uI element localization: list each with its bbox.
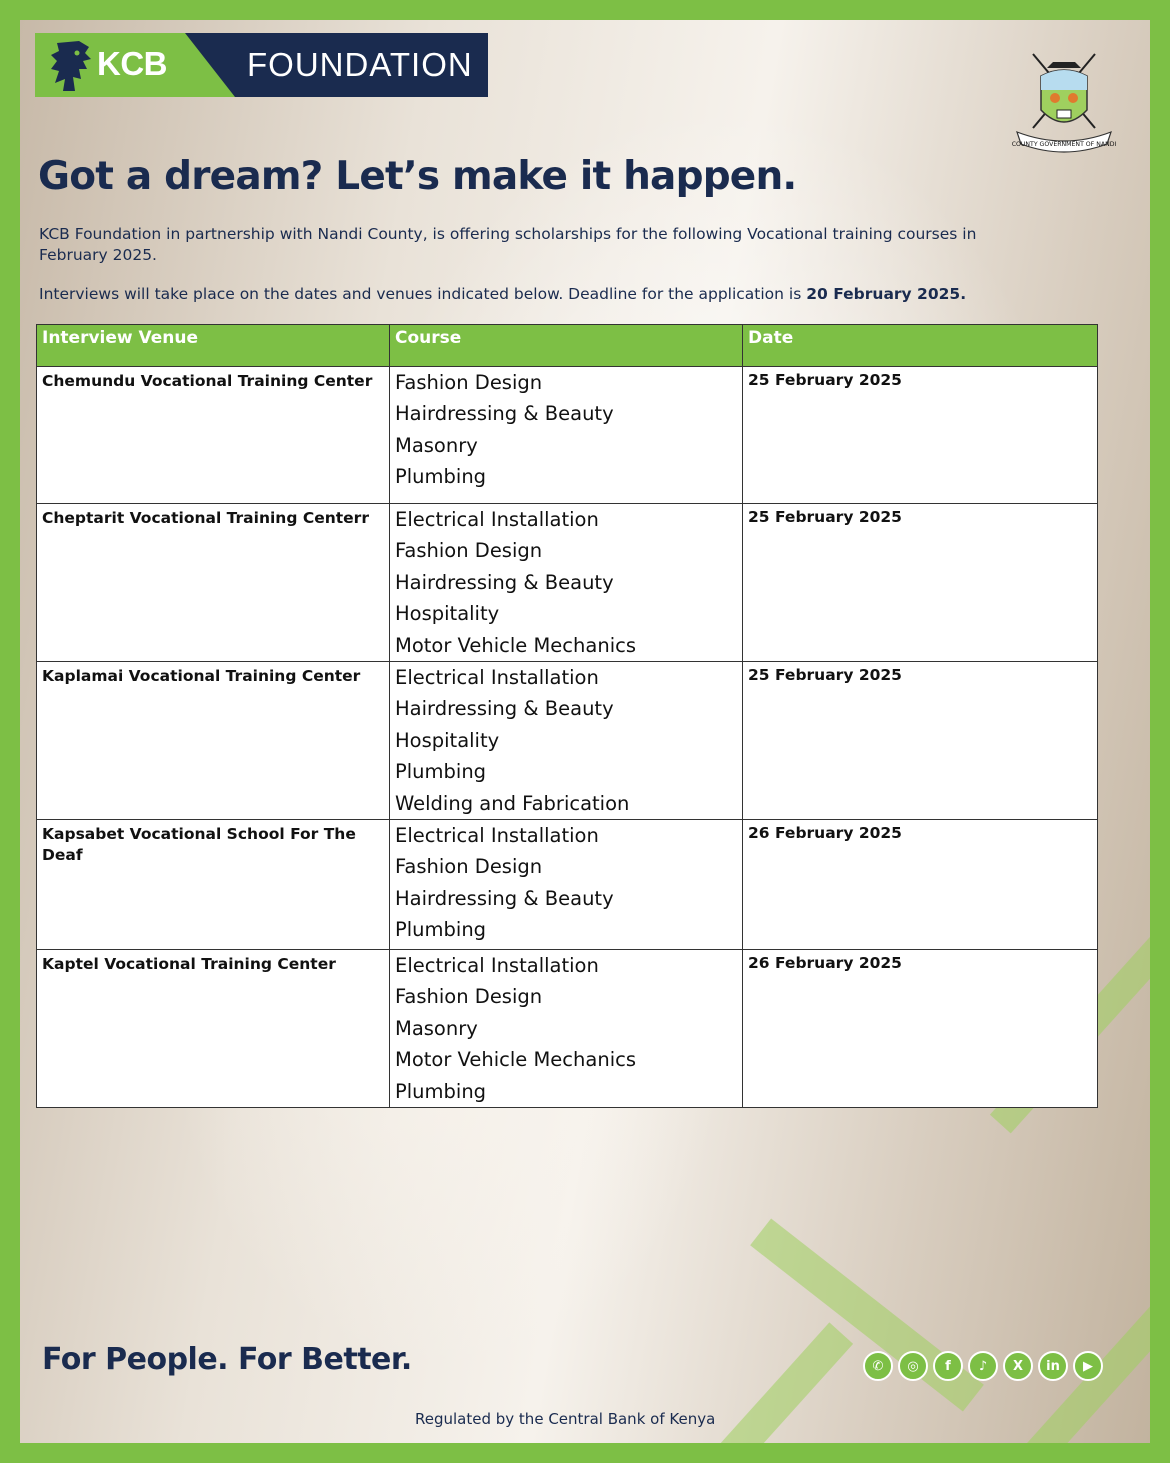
- course-item: Plumbing: [395, 760, 487, 784]
- date-cell: 26 February 2025: [743, 820, 1098, 950]
- venue-cell: Kapsabet Vocational School For The Deaf: [37, 820, 390, 950]
- course-item: Fashion Design: [395, 539, 543, 563]
- crest-caption: COUNTY GOVERNMENT OF NANDI: [1011, 141, 1117, 148]
- course-item: Electrical Installation: [395, 954, 599, 978]
- course-item: Fashion Design: [395, 985, 543, 1009]
- course-item: Electrical Installation: [395, 666, 599, 690]
- course-item: Electrical Installation: [395, 824, 599, 848]
- youtube-icon[interactable]: ▶: [1073, 1351, 1103, 1381]
- course-item: Welding and Fabrication: [395, 791, 630, 815]
- header-course: Course: [390, 325, 743, 367]
- nandi-county-crest: [1005, 50, 1123, 158]
- date-cell: 25 February 2025: [743, 662, 1098, 820]
- kcb-foundation-logo: [35, 33, 488, 97]
- interview-schedule-table: [36, 324, 1098, 1108]
- interview-note: [39, 285, 1099, 303]
- course-item: Plumbing: [395, 1079, 487, 1103]
- course-item: Hospitality: [395, 602, 500, 626]
- regulation-notice: Regulated by the Central Bank of Kenya: [415, 1410, 716, 1428]
- course-item: Masonry: [395, 433, 478, 457]
- course-item: Fashion Design: [395, 371, 543, 394]
- venue-cell: Kaptel Vocational Training Center: [37, 950, 390, 1108]
- venue-cell: Kaplamai Vocational Training Center: [37, 662, 390, 820]
- table-row: [37, 820, 1098, 950]
- linkedin-icon[interactable]: in: [1038, 1351, 1068, 1381]
- social-links: [863, 1351, 1103, 1381]
- tagline: For People. For Better.: [42, 1342, 412, 1377]
- kcb-wordmark: KCB: [97, 45, 167, 82]
- instagram-icon[interactable]: ◎: [898, 1351, 928, 1381]
- course-item: Hairdressing & Beauty: [395, 402, 614, 426]
- table-row: [37, 950, 1098, 1108]
- course-item: Motor Vehicle Mechanics: [395, 633, 636, 657]
- decor-stripe: [709, 1322, 853, 1443]
- course-cell: [390, 662, 743, 820]
- course-item: Fashion Design: [395, 855, 543, 879]
- venue-cell: Cheptarit Vocational Training Centerr: [37, 504, 390, 662]
- course-cell: [390, 950, 743, 1108]
- poster: [20, 20, 1150, 1443]
- note-text: Interviews will take place on the dates and venues indicated below. Deadline for the application is: [39, 285, 807, 303]
- lion-icon: [49, 39, 93, 93]
- table-row: [37, 367, 1098, 504]
- course-item: Hairdressing & Beauty: [395, 886, 614, 910]
- facebook-icon[interactable]: f: [933, 1351, 963, 1381]
- course-item: Hairdressing & Beauty: [395, 570, 614, 594]
- table-row: [37, 504, 1098, 662]
- course-item: Electrical Installation: [395, 508, 599, 531]
- course-item: Motor Vehicle Mechanics: [395, 1048, 636, 1072]
- venue-cell: Chemundu Vocational Training Center: [37, 367, 390, 504]
- course-item: Plumbing: [395, 465, 487, 489]
- date-cell: 25 February 2025: [743, 367, 1098, 504]
- table-header-row: [37, 325, 1098, 367]
- date-cell: 25 February 2025: [743, 504, 1098, 662]
- page-title: Got a dream? Let’s make it happen.: [38, 154, 797, 199]
- course-cell: [390, 367, 743, 504]
- course-cell: [390, 820, 743, 950]
- x-icon[interactable]: X: [1003, 1351, 1033, 1381]
- course-item: Plumbing: [395, 918, 487, 942]
- intro-text: KCB Foundation in partnership with Nandi County, is offering scholarships for the following Vocational training courses in February 2025.: [39, 225, 977, 264]
- course-item: Masonry: [395, 1016, 478, 1040]
- deadline-date: 20 February 2025.: [806, 285, 967, 303]
- header-date: Date: [743, 325, 1098, 367]
- whatsapp-icon[interactable]: ✆: [863, 1351, 893, 1381]
- date-cell: 26 February 2025: [743, 950, 1098, 1108]
- course-cell: [390, 504, 743, 662]
- foundation-wordmark: FOUNDATION: [247, 46, 473, 83]
- tiktok-icon[interactable]: ♪: [968, 1351, 998, 1381]
- course-item: Hairdressing & Beauty: [395, 697, 614, 721]
- course-item: Hospitality: [395, 728, 500, 752]
- header-venue: Interview Venue: [37, 325, 390, 367]
- table-row: [37, 662, 1098, 820]
